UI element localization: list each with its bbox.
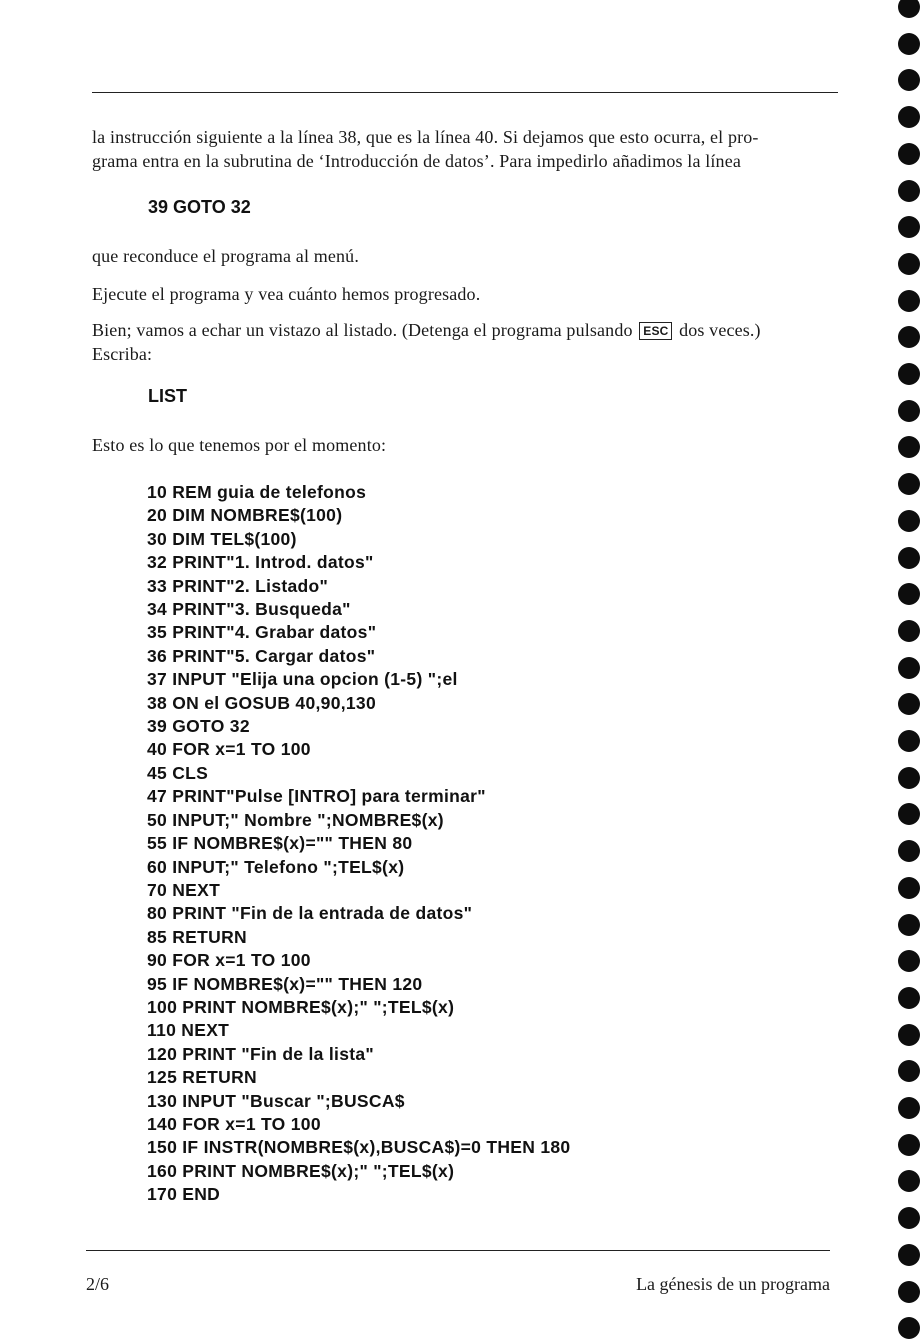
listing-line: 35 PRINT"4. Grabar datos": [147, 622, 377, 643]
binder-hole-icon: [898, 143, 920, 165]
binder-hole-icon: [898, 1244, 920, 1266]
listing-line: 125 RETURN: [147, 1067, 257, 1088]
paragraph-intro-line-1: la instrucción siguiente a la línea 38, que es la línea 40. Si dejamos que esto ocurra, el pro-: [92, 127, 759, 147]
binder-hole-icon: [898, 0, 920, 18]
listing-line: 80 PRINT "Fin de la entrada de datos": [147, 903, 473, 924]
binder-holes: [898, 0, 924, 1334]
listing-line: 40 FOR x=1 TO 100: [147, 739, 311, 760]
binder-hole-icon: [898, 326, 920, 348]
binder-hole-icon: [898, 363, 920, 385]
command-list: LIST: [148, 386, 187, 406]
binder-hole-icon: [898, 877, 920, 899]
binder-hole-icon: [898, 803, 920, 825]
paragraph-current-state: Esto es lo que tenemos por el momento:: [92, 435, 387, 455]
listing-line: 170 END: [147, 1184, 221, 1205]
listing-line: 120 PRINT "Fin de la lista": [147, 1043, 374, 1064]
listing-line: 90 FOR x=1 TO 100: [147, 950, 311, 971]
binder-hole-icon: [898, 547, 920, 569]
binder-hole-icon: [898, 1170, 920, 1192]
paragraph-listing-intro: [92, 318, 840, 366]
binder-hole-icon: [898, 290, 920, 312]
binder-hole-icon: [898, 216, 920, 238]
binder-hole-icon: [898, 730, 920, 752]
binder-hole-icon: [898, 400, 920, 422]
listing-line: 20 DIM NOMBRE$(100): [147, 505, 343, 526]
listing-line: 47 PRINT"Pulse [INTRO] para terminar": [147, 786, 486, 807]
binder-hole-icon: [898, 253, 920, 275]
binder-hole-icon: [898, 510, 920, 532]
binder-hole-icon: [898, 840, 920, 862]
paragraph-intro-line-2: grama entra en la subrutina de ‘Introducción de datos’. Para impedirlo añadimos la línea: [92, 151, 741, 171]
listing-line: 50 INPUT;" Nombre ";NOMBRE$(x): [147, 809, 444, 830]
binder-hole-icon: [898, 106, 920, 128]
binder-hole-icon: [898, 1207, 920, 1229]
binder-hole-icon: [898, 657, 920, 679]
listing-line: 10 REM guia de telefonos: [147, 482, 367, 502]
binder-hole-icon: [898, 620, 920, 642]
page-number: 2/6: [86, 1274, 110, 1294]
paragraph-listing-intro-line-1: [92, 318, 840, 342]
footer-rule: [86, 1250, 830, 1251]
listing-line: 39 GOTO 32: [147, 716, 250, 737]
binder-hole-icon: [898, 180, 920, 202]
program-listing: [147, 481, 570, 1207]
binder-hole-icon: [898, 436, 920, 458]
binder-hole-icon: [898, 1097, 920, 1119]
header-rule: [92, 92, 838, 93]
listing-line: 95 IF NOMBRE$(x)="" THEN 120: [147, 973, 423, 994]
listing-line: 140 FOR x=1 TO 100: [147, 1113, 321, 1134]
paragraph-intro: [92, 125, 840, 173]
binder-hole-icon: [898, 1024, 920, 1046]
listing-line: 30 DIM TEL$(100): [147, 528, 297, 549]
binder-hole-icon: [898, 1281, 920, 1303]
listing-line: 100 PRINT NOMBRE$(x);" ";TEL$(x): [147, 996, 455, 1017]
listing-line: 110 NEXT: [147, 1020, 230, 1041]
listing-line: 60 INPUT;" Telefono ";TEL$(x): [147, 856, 405, 877]
binder-hole-icon: [898, 69, 920, 91]
paragraph-menu: que reconduce el programa al menú.: [92, 246, 359, 266]
listing-line: 130 INPUT "Buscar ";BUSCA$: [147, 1090, 405, 1111]
listing-line: 38 ON el GOSUB 40,90,130: [147, 692, 376, 713]
listing-line: 32 PRINT"1. Introd. datos": [147, 552, 374, 573]
listing-line: 160 PRINT NOMBRE$(x);" ";TEL$(x): [147, 1160, 455, 1181]
listing-line: 150 IF INSTR(NOMBRE$(x),BUSCA$)=0 THEN 180: [147, 1137, 571, 1158]
paragraph-listing-intro-text: Bien; vamos a echar un vistazo al listado. (Detenga el programa pulsando: [92, 320, 633, 340]
binder-hole-icon: [898, 914, 920, 936]
paragraph-listing-intro-line-2: Escriba:: [92, 344, 153, 364]
listing-line: 45 CLS: [147, 762, 209, 783]
command-goto: 39 GOTO 32: [148, 197, 251, 217]
binder-hole-icon: [898, 693, 920, 715]
binder-hole-icon: [898, 1060, 920, 1082]
binder-hole-icon: [898, 583, 920, 605]
binder-hole-icon: [898, 950, 920, 972]
binder-hole-icon: [898, 767, 920, 789]
listing-line: 34 PRINT"3. Busqueda": [147, 599, 351, 620]
paragraph-run: Ejecute el programa y vea cuánto hemos progresado.: [92, 284, 481, 304]
binder-hole-icon: [898, 473, 920, 495]
listing-line: 70 NEXT: [147, 879, 221, 900]
listing-line: 37 INPUT "Elija una opcion (1-5) ";el: [147, 669, 458, 690]
binder-hole-icon: [898, 1317, 920, 1339]
binder-hole-icon: [898, 1134, 920, 1156]
listing-line: 55 IF NOMBRE$(x)="" THEN 80: [147, 833, 413, 854]
listing-line: 33 PRINT"2. Listado": [147, 575, 329, 596]
binder-hole-icon: [898, 33, 920, 55]
listing-line: 85 RETURN: [147, 926, 247, 947]
binder-hole-icon: [898, 987, 920, 1009]
paragraph-listing-intro-suffix: dos veces.): [679, 320, 761, 340]
listing-line: 36 PRINT"5. Cargar datos": [147, 645, 376, 666]
esc-key-icon: ESC: [639, 322, 672, 340]
chapter-title: La génesis de un programa: [636, 1274, 830, 1294]
